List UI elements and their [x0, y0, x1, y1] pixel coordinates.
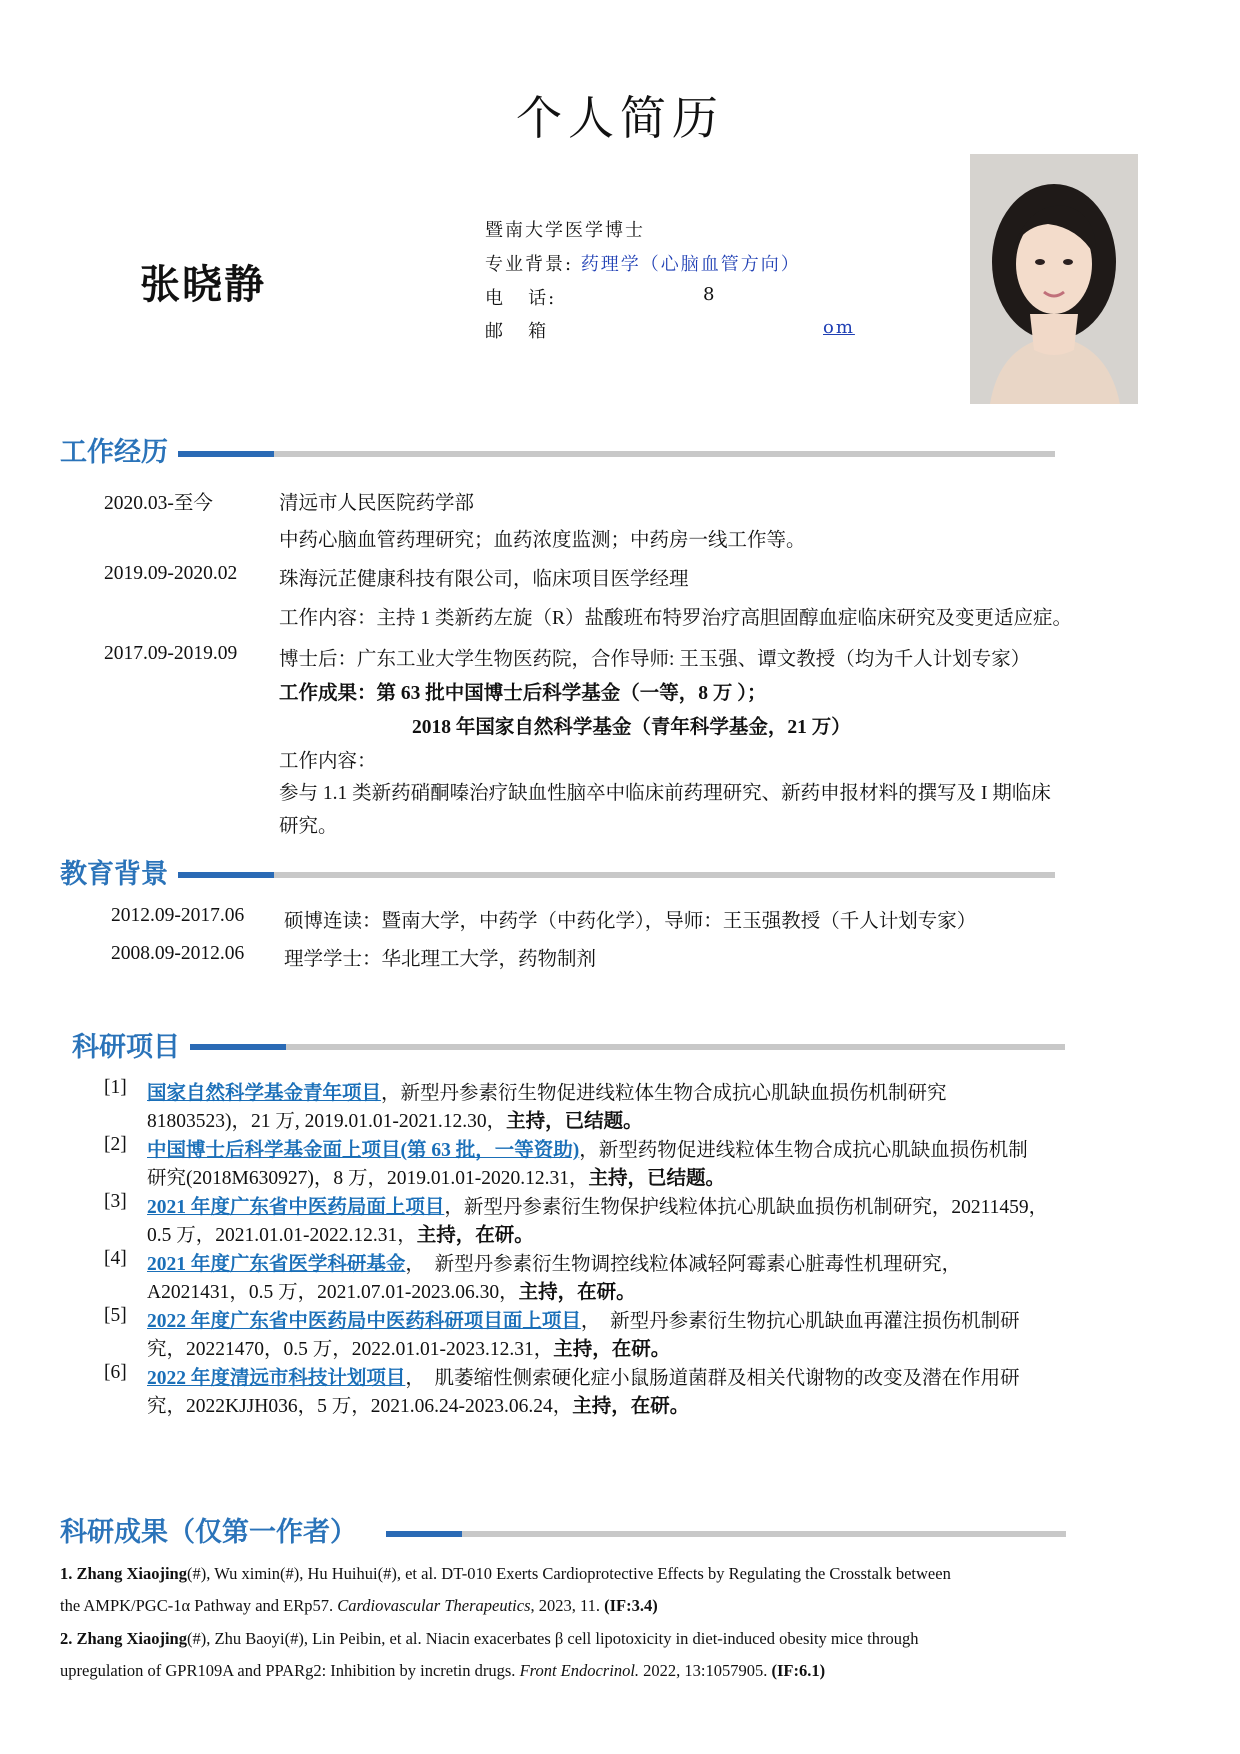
edu-date: 2008.09-2012.06 [111, 943, 245, 964]
project-status: 主持，在研。 [416, 1225, 534, 1246]
project-link[interactable]: 中国博士后科学基金面上项目(第 63 批，一等资助) [147, 1140, 580, 1161]
work-line: 珠海沅芷健康科技有限公司，临床项目医学经理 [279, 569, 689, 590]
phone-value: 8 [703, 284, 717, 305]
edu-text: 硕博连读：暨南大学，中药学（中药化学），导师：王玉强教授（千人计划专家） [284, 911, 977, 932]
project-detail: A2021431，0.5 万，2021.07.01-2023.06.30， [147, 1282, 519, 1303]
project-number: [2] [104, 1134, 127, 1155]
publication-line [60, 1564, 951, 1584]
email-row [485, 317, 855, 343]
pub-text: 2022, 13:1057905. [639, 1661, 772, 1680]
project-detail: 究，20221470，0.5 万，2022.01.01-2023.12.31， [147, 1339, 554, 1360]
section-title-education: 教育背景 [60, 859, 168, 890]
portrait-icon [970, 154, 1138, 404]
section-title-work: 工作经历 [60, 437, 168, 468]
project-desc: ， 肌萎缩性侧索硬化症小鼠肠道菌群及相关代谢物的改变及潜在作用研 [405, 1368, 1020, 1389]
work-line: 清远市人民医院药学部 [279, 493, 475, 514]
phone-row [485, 284, 717, 310]
pub-journal: Cardiovascular Therapeutics [337, 1596, 531, 1615]
project-number: [4] [104, 1248, 127, 1269]
work-line: 中药心脑血管药理研究；血药浓度监测；中药房一线工作等。 [279, 530, 806, 551]
project-status: 主持，在研。 [518, 1282, 636, 1303]
project-detail: 究，2022KJJH036，5 万，2021.06.24-2023.06.24， [147, 1396, 573, 1417]
project-status: 主持，在研。 [572, 1396, 690, 1417]
pub-text: the AMPK/PGC-1α Pathway and ERp57. [60, 1596, 338, 1615]
project-desc: ，新型丹参素衍生物保护线粒体抗心肌缺血损伤机制研究，20211459， [444, 1197, 1049, 1218]
project-line [147, 1191, 1048, 1219]
page-title: 个人简历 [516, 91, 724, 145]
project-detail: 81803523)，21 万, 2019.01.01-2021.12.30， [147, 1111, 507, 1132]
project-line [147, 1333, 670, 1361]
major-row [485, 250, 801, 276]
project-line [147, 1219, 534, 1247]
work-content-label: 工作内容： [279, 751, 377, 772]
project-desc: ， 新型丹参素衍生物抗心肌缺血再灌注损伤机制研 [580, 1311, 1020, 1332]
edu-text: 理学学士：华北理工大学，药物制剂 [284, 949, 597, 970]
work-date: 2020.03-至今 [104, 493, 213, 514]
project-link[interactable]: 2022 年度清远市科技计划项目 [147, 1368, 406, 1389]
email-link[interactable]: om [823, 317, 855, 338]
project-link[interactable]: 国家自然科学基金青年项目 [147, 1083, 382, 1104]
project-line [147, 1276, 636, 1304]
work-line: 工作内容：主持 1 类新药左旋（R）盐酸班布特罗治疗高胆固醇血症临床研究及变更适应症。 [279, 608, 1073, 629]
project-link[interactable]: 2022 年度广东省中医药局中医药科研项目面上项目 [147, 1311, 581, 1332]
project-line [147, 1248, 961, 1276]
project-detail: 研究(2018M630927)，8 万，2019.01.01-2020.12.31， [147, 1168, 589, 1189]
section-divider [178, 872, 1055, 878]
project-line [147, 1362, 1020, 1390]
pub-author: Zhang Xiaojing [76, 1564, 187, 1583]
section-divider [178, 451, 1055, 457]
project-line [147, 1134, 1028, 1162]
project-detail: 0.5 万，2021.01.01-2022.12.31， [147, 1225, 417, 1246]
work-date: 2017.09-2019.09 [104, 643, 238, 664]
pub-impact-factor: (IF:6.1) [771, 1661, 826, 1680]
project-number: [1] [104, 1077, 127, 1098]
degree-text: 暨南大学医学博士 [485, 220, 645, 241]
project-line [147, 1105, 643, 1133]
project-link[interactable]: 2021 年度广东省中医药局面上项目 [147, 1197, 445, 1218]
project-status: 主持，已结题。 [506, 1111, 643, 1132]
pub-text: (#), Wu ximin(#), Hu Huihui(#), et al. DT-010 Exerts Cardioprotective Effects by Regulating the Crosstalk between [187, 1564, 951, 1583]
project-line [147, 1162, 725, 1190]
work-line: 博士后：广东工业大学生物医药院，合作导师: 王玉强、谭文教授（均为千人计划专家） [279, 649, 1031, 670]
phone-label: 电 话: [485, 288, 557, 309]
project-desc: ， 新型丹参素衍生物调控线粒体减轻阿霉素心脏毒性机理研究， [405, 1254, 962, 1275]
section-title-projects: 科研项目 [72, 1032, 180, 1063]
pub-text: (#), Zhu Baoyi(#), Lin Peibin, et al. Niacin exacerbates β cell lipotoxicity in diet-induced obesity mice through [187, 1629, 919, 1648]
pub-number: 1. [60, 1564, 73, 1583]
contact-info [485, 216, 885, 346]
project-number: [6] [104, 1362, 127, 1383]
major-value: 药理学（心脑血管方向） [580, 254, 801, 275]
work-result: 2018 年国家自然科学基金（青年科学基金，21 万） [412, 717, 851, 738]
project-status: 主持，在研。 [553, 1339, 671, 1360]
major-label: 专业背景: [485, 254, 574, 275]
pub-text: upregulation of GPR109A and PPARg2: Inhibition by incretin drugs. [60, 1661, 520, 1680]
project-list [104, 1077, 1144, 1417]
publication-line [60, 1629, 918, 1649]
pub-journal: Front Endocrinol. [519, 1661, 640, 1680]
project-line [147, 1305, 1020, 1333]
pub-author: Zhang Xiaojing [76, 1629, 187, 1648]
work-result: 工作成果：第 63 批中国博士后科学基金（一等，8 万 ）； [279, 683, 767, 704]
edu-date: 2012.09-2017.06 [111, 905, 245, 926]
portrait-photo [970, 154, 1138, 404]
work-content: 参与 1.1 类新药硝酮嗪治疗缺血性脑卒中临床前药理研究、新药申报材料的撰写及 I 期临床 [279, 783, 1051, 804]
project-number: [5] [104, 1305, 127, 1326]
section-divider [386, 1531, 1066, 1537]
project-desc: ，新型药物促进线粒体生物合成抗心肌缺血损伤机制 [579, 1140, 1028, 1161]
candidate-name: 张晓静 [140, 261, 266, 308]
project-link[interactable]: 2021 年度广东省医学科研基金 [147, 1254, 406, 1275]
section-divider [190, 1044, 1065, 1050]
work-date: 2019.09-2020.02 [104, 563, 238, 584]
pub-impact-factor: (IF:3.4) [604, 1596, 658, 1615]
pub-text: , 2023, 11. [530, 1596, 605, 1615]
project-number: [3] [104, 1191, 127, 1212]
project-line [147, 1390, 689, 1418]
pub-number: 2. [60, 1629, 73, 1648]
publication-line [60, 1661, 825, 1681]
publication-line [60, 1596, 658, 1616]
project-line [147, 1077, 947, 1105]
project-status: 主持，已结题。 [588, 1168, 725, 1189]
work-content: 研究。 [279, 816, 338, 837]
section-title-publications: 科研成果（仅第一作者） [60, 1517, 357, 1548]
email-label: 邮 箱 [485, 321, 549, 342]
project-desc: ，新型丹参素衍生物促进线粒体生物合成抗心肌缺血损伤机制研究 [381, 1083, 947, 1104]
